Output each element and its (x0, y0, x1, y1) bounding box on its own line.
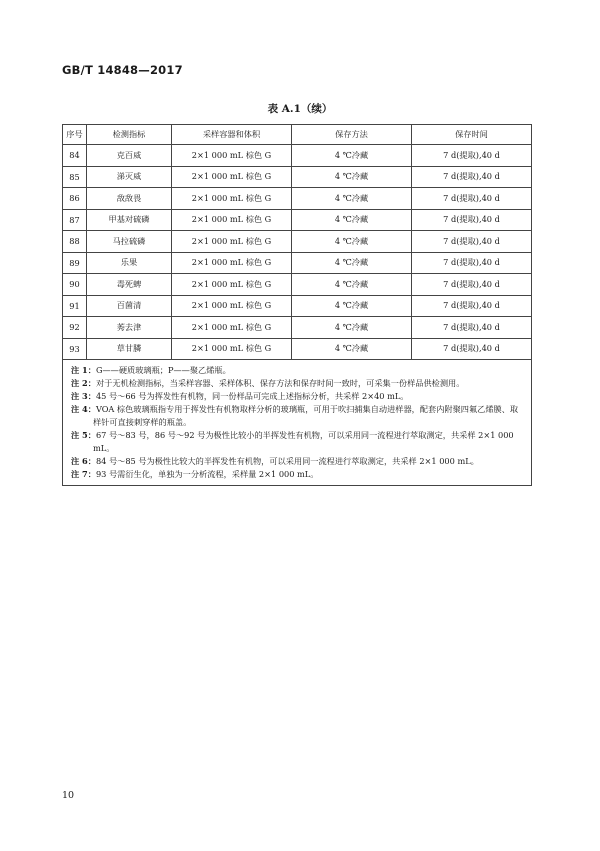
note-label: 注 6： (71, 456, 96, 466)
table-cell: 2×1 000 mL 棕色 G (172, 295, 292, 317)
table-row (63, 209, 532, 231)
table-cell: 89 (63, 252, 87, 274)
note-label: 注 7： (71, 469, 96, 479)
table-caption: 表 A.1（续） (267, 103, 333, 115)
note-label: 注 1： (71, 365, 96, 375)
standard-code: GB/T 14848—2017 (62, 63, 183, 77)
column-header: 检测指标 (87, 125, 172, 145)
table-cell: 7 d(提取),40 d (412, 317, 532, 339)
table-cell: 4 ℃冷藏 (292, 274, 412, 296)
table-cell: 2×1 000 mL 棕色 G (172, 252, 292, 274)
column-header: 保存方法 (292, 125, 412, 145)
table-row (63, 338, 532, 360)
table-cell: 4 ℃冷藏 (292, 231, 412, 253)
page-number: 10 (62, 790, 75, 801)
table-cell: 涕灭威 (87, 166, 172, 188)
table-cell: 草甘膦 (87, 338, 172, 360)
table-row (63, 274, 532, 296)
table-row (63, 166, 532, 188)
table-cell: 7 d(提取),40 d (412, 145, 532, 167)
column-header: 保存时间 (412, 125, 532, 145)
table-row (63, 317, 532, 339)
table-cell: 4 ℃冷藏 (292, 338, 412, 360)
table-cell: 敌敌畏 (87, 188, 172, 210)
table-cell: 84 (63, 145, 87, 167)
table-cell: 7 d(提取),40 d (412, 252, 532, 274)
table-row (63, 252, 532, 274)
column-header: 采样容器和体积 (172, 125, 292, 145)
table-cell: 2×1 000 mL 棕色 G (172, 166, 292, 188)
table-note (71, 390, 525, 403)
note-text: 45 号～66 号为挥发性有机物，同一份样品可完成上述指标分析，共采样 2×40 mL。 (95, 391, 409, 401)
table-cell: 4 ℃冷藏 (292, 295, 412, 317)
note-label: 注 5： (71, 430, 96, 440)
table-cell: 7 d(提取),40 d (412, 188, 532, 210)
table-cell: 2×1 000 mL 棕色 G (172, 317, 292, 339)
table-cell: 4 ℃冷藏 (292, 317, 412, 339)
table-cell: 7 d(提取),40 d (412, 295, 532, 317)
table-cell: 7 d(提取),40 d (412, 166, 532, 188)
table-cell: 2×1 000 mL 棕色 G (172, 274, 292, 296)
notes-row (63, 360, 532, 486)
table-cell: 4 ℃冷藏 (292, 188, 412, 210)
table-cell: 85 (63, 166, 87, 188)
table-cell: 马拉硫磷 (87, 231, 172, 253)
column-header: 序号 (63, 125, 87, 145)
table-cell: 86 (63, 188, 87, 210)
table-note (71, 377, 525, 390)
note-label: 注 3： (71, 391, 96, 401)
table-cell: 2×1 000 mL 棕色 G (172, 209, 292, 231)
note-label: 注 2： (71, 378, 96, 388)
note-text: 93 号需衍生化，单独为一分析流程，采样量 2×1 000 mL。 (95, 469, 319, 479)
table-cell: 2×1 000 mL 棕色 G (172, 145, 292, 167)
table-cell: 毒死蜱 (87, 274, 172, 296)
table-cell: 91 (63, 295, 87, 317)
note-text: VOA 棕色玻璃瓶指专用于挥发性有机物取样分析的玻璃瓶，可用于吹扫捕集自动进样器，配套内附聚四氟乙烯膜、取样针可直接刺穿样的瓶盖。 (93, 404, 519, 427)
table-cell: 7 d(提取),40 d (412, 209, 532, 231)
table-cell: 克百威 (87, 145, 172, 167)
table-cell: 甲基对硫磷 (87, 209, 172, 231)
table-cell: 4 ℃冷藏 (292, 209, 412, 231)
table-cell: 4 ℃冷藏 (292, 145, 412, 167)
note-text: 对于无机检测指标，当采样容器、采样体积、保存方法和保存时间一致时，可采集一份样品供检测用。 (95, 378, 465, 388)
table-cell: 93 (63, 338, 87, 360)
note-label: 注 4： (71, 404, 96, 414)
table-cell: 87 (63, 209, 87, 231)
table-cell: 88 (63, 231, 87, 253)
note-text: 67 号～83 号，86 号～92 号为极性比较小的半挥发性有机物，可以采用同一流程进行萃取测定，共采样 2×1 000 mL。 (93, 430, 514, 453)
table-cell: 7 d(提取),40 d (412, 274, 532, 296)
sampling-table (62, 124, 532, 486)
table-row (63, 145, 532, 167)
table-header-row (63, 125, 532, 145)
table-cell: 2×1 000 mL 棕色 G (172, 231, 292, 253)
table-cell: 4 ℃冷藏 (292, 252, 412, 274)
note-text: G——硬质玻璃瓶；P——聚乙烯瓶。 (95, 365, 231, 375)
table-cell: 4 ℃冷藏 (292, 166, 412, 188)
table-cell: 莠去津 (87, 317, 172, 339)
table-cell: 2×1 000 mL 棕色 G (172, 188, 292, 210)
table-cell: 90 (63, 274, 87, 296)
table-cell: 2×1 000 mL 棕色 G (172, 338, 292, 360)
table-body (63, 145, 532, 486)
table-note (71, 364, 525, 377)
table-note (71, 455, 525, 468)
table-notes (63, 360, 532, 486)
table-cell: 7 d(提取),40 d (412, 338, 532, 360)
table-row (63, 295, 532, 317)
table-cell: 百菌清 (87, 295, 172, 317)
table-cell: 92 (63, 317, 87, 339)
note-text: 84 号～85 号为极性比较大的半挥发性有机物，可以采用同一流程进行萃取测定，共采样 2×1 000 mL。 (95, 456, 479, 466)
table-note (71, 468, 525, 481)
table-cell: 乐果 (87, 252, 172, 274)
table-row (63, 231, 532, 253)
table-row (63, 188, 532, 210)
table-note (71, 429, 525, 455)
table-cell: 7 d(提取),40 d (412, 231, 532, 253)
table-note (71, 403, 525, 429)
